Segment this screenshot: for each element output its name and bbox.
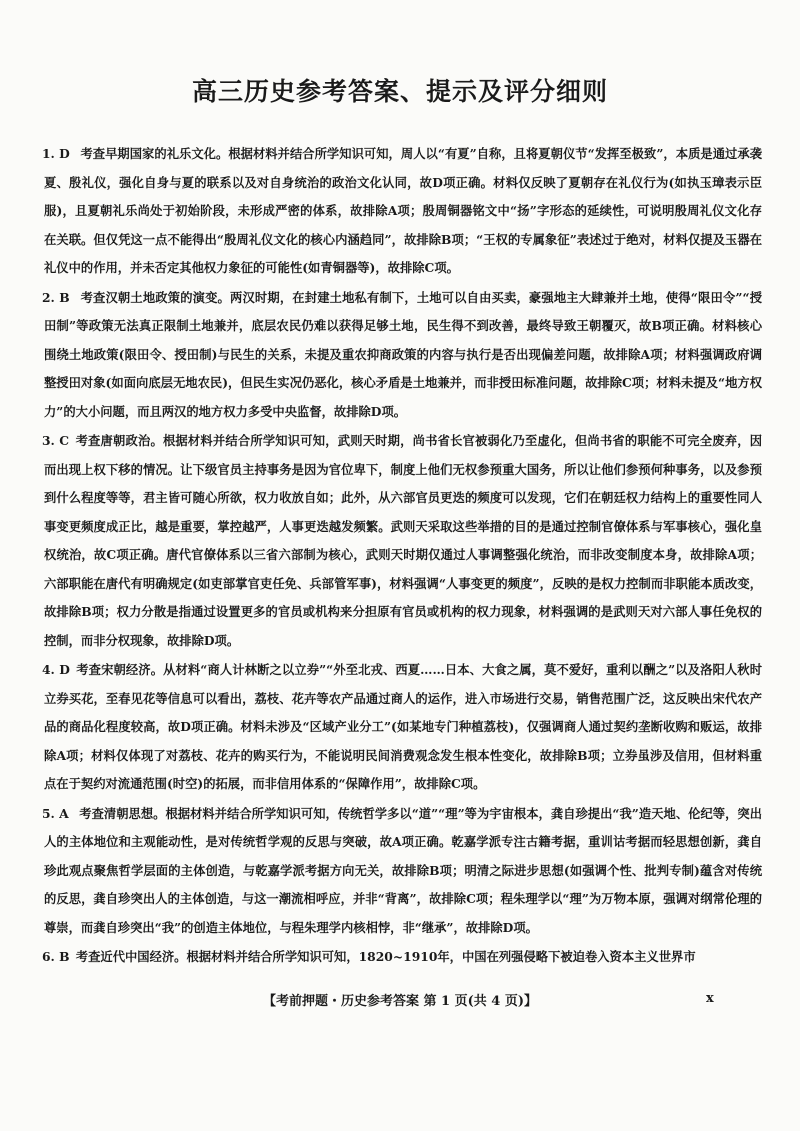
footer-mark: x bbox=[706, 991, 714, 1006]
answer-item bbox=[44, 943, 762, 972]
answer-number: 4. D bbox=[42, 662, 70, 677]
answer-explanation: 考查早期国家的礼乐文化。根据材料并结合所学知识可知，周人以“有夏”自称，且将夏朝仪节“发挥至极致”，本质是通过承袭夏、殷礼仪，强化自身与夏的联系以及对自身统治的政治文化认同，故D项正确。材料仅反映了夏朝存在礼仪行为(如执玉璋表示臣服)，且夏朝礼乐尚处于初始阶段，未形成严密的体系，故排除A项；殷周铜器铭文中“扬”字形态的延续性，可说明殷周礼仪文化存在关联。但仅凭这一点不能得出“殷周礼仪文化的核心内涵趋同”，故排除B项；“王权的专属象征”表述过于绝对，材料仅提及玉器在礼仪中的作用，并未否定其他权力象征的可能性(如青铜器等)，故排除C项。 bbox=[44, 146, 762, 275]
answer-explanation: 考查唐朝政治。根据材料并结合所学知识可知，武则天时期，尚书省长官被弱化乃至虚化，但尚书省的职能不可完全废弃，因而出现上权下移的情况。让下级官员主持事务是因为官位卑下，制度上他们无权参预重大国务，所以让他们参预何种事务，以及参预到什么程度等等，君主皆可随心所欲，权力收放自如；此外，从六部官员更迭的频度可以发现，它们在朝廷权力结构上的重要性同人事变更频度成正比，越是重要，掌控越严，人事更迭越发频繁。武则天采取这些举措的目的是通过控制官僚体系与军事核心，强化皇权统治，故C项正确。唐代官僚体系以三省六部制为核心，武则天时期仅通过人事调整强化统治，而非改变制度本身，故排除A项；六部职能在唐代有明确规定(如吏部掌官吏任免、兵部管军事)，材料强调“人事变更的频度”，反映的是权力控制而非职能本质改变，故排除B项；权力分散是指通过设置更多的官员或机构来分担原有官员或机构的权力现象，材料强调的是武则天对六部人事任免权的控制，而非分权现象，故排除D项。 bbox=[44, 433, 762, 648]
answer-item bbox=[44, 656, 762, 799]
answer-explanation: 考查汉朝土地政策的演变。两汉时期，在封建土地私有制下，土地可以自由买卖，豪强地主大肆兼并土地，使得“限田令”“授田制”等政策无法真正限制土地兼并，底层农民仍难以获得足够土地，民生得不到改善，最终导致王朝覆灭，故B项正确。材料核心围绕土地政策(限田令、授田制)与民生的关系，未提及重农抑商政策的内容与执行是否出现偏差问题，故排除A项；材料强调政府调整授田对象(如面向底层无地农民)，但民生实况仍恶化，核心矛盾是土地兼并，而非授田标准问题，故排除C项；材料未提及“地方权力”的大小问题，而且两汉的地方权力多受中央监督，故排除D项。 bbox=[44, 289, 763, 419]
answer-explanation: 考查清朝思想。根据材料并结合所学知识可知，传统哲学多以“道”“理”等为宇宙根本，龚自珍提出“我”造天地、伦纪等，突出人的主体地位和主观能动性，是对传统哲学观的反思与突破，故A项正确。乾嘉学派专注古籍考据，重训诂考据而轻思想创新，龚自珍此观点聚焦哲学层面的主体创造，与乾嘉学派考据方向无关，故排除B项；明清之际进步思想(如强调个性、批判专制)蕴含对传统的反思，龚自珍突出人的主体创造，与这一潮流相呼应，并非“背离”，故排除C项；程朱理学以“理”为万物本原，强调对纲常伦理的尊崇，而龚自珍突出“我”的创造主体地位，与程朱理学内核相悖，非“继承”，故排除D项。 bbox=[44, 805, 762, 935]
answer-number: 2. B bbox=[42, 289, 70, 305]
answer-item bbox=[44, 140, 762, 283]
answer-item bbox=[44, 284, 762, 427]
answer-list bbox=[44, 140, 762, 972]
answer-item bbox=[44, 800, 762, 943]
answer-explanation: 考查近代中国经济。根据材料并结合所学知识可知，1820~1910年，中国在列强侵略下被迫卷入资本主义世界市 bbox=[75, 949, 696, 964]
answer-number: 1. D bbox=[42, 146, 70, 161]
answer-item bbox=[44, 427, 762, 655]
answer-number: 5. A bbox=[42, 805, 69, 821]
page-title: 高三历史参考答案、提示及评分细则 bbox=[191, 77, 608, 106]
page-footer: 【考前押题・历史参考答案 第 1 页(共 4 页)】 bbox=[262, 994, 538, 1009]
answer-number: 6. B bbox=[42, 949, 70, 964]
answer-number: 3. C bbox=[42, 433, 70, 448]
answer-explanation: 考查宋朝经济。从材料“商人计林断之以立券”“外至北戎、西夏……日本、大食之属，莫不爱好，重利以酬之”以及洛阳人秋时立券买花，至春见花等信息可以看出，荔枝、花卉等农产品通过商人的运作，进入市场进行交易，销售范围广泛，这反映出宋代农产品的商品化程度较高，故D项正确。材料未涉及“区域产业分工”(如某地专门种植荔枝)，仅强调商人通过契约垄断收购和贩运，故排除A项；材料仅体现了对荔枝、花卉的购买行为，不能说明民间消费观念发生根本性变化，故排除B项；立券虽涉及信用，但材料重点在于契约对流通范围(时空)的拓展，而非信用体系的“保障作用”，故排除C项。 bbox=[44, 662, 762, 791]
